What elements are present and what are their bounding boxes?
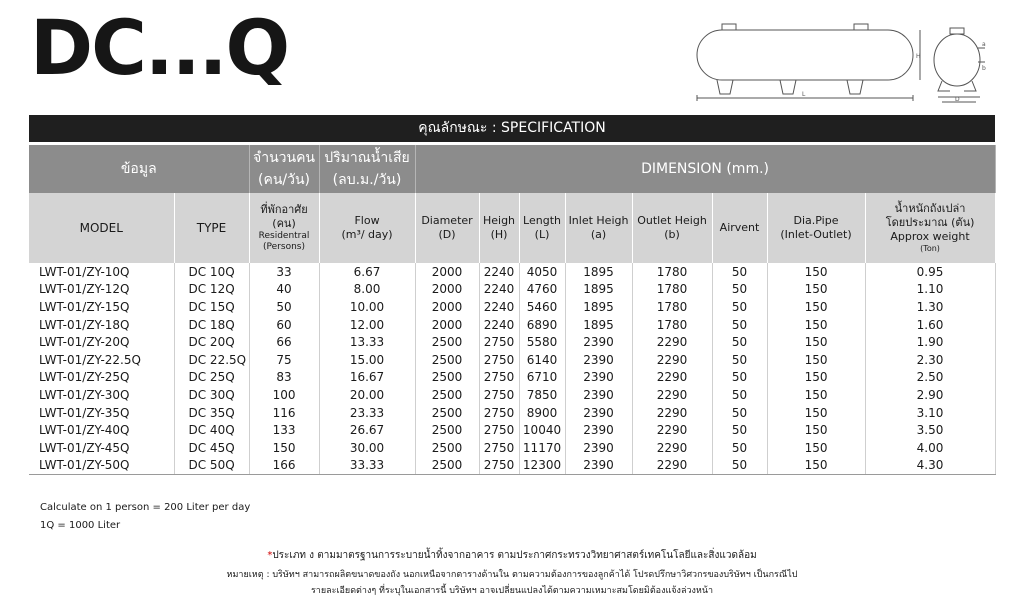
col-residential-th2: (คน): [272, 216, 296, 230]
cell-model: LWT-01/ZY-25Q: [29, 369, 174, 387]
col-pipe-line2: (Inlet-Outlet): [780, 228, 852, 241]
label-h: H: [916, 53, 921, 60]
cell-height: 2240: [479, 281, 519, 299]
cell-pipe: 150: [767, 457, 865, 475]
cell-flow: 30.00: [319, 439, 415, 457]
page-title: DC...Q: [30, 3, 289, 92]
cell-pipe: 150: [767, 439, 865, 457]
cell-persons: 150: [249, 439, 319, 457]
cell-inlet: 1895: [565, 298, 632, 316]
cell-airvent: 50: [712, 263, 767, 281]
table-row: [29, 421, 995, 439]
cell-flow: 33.33: [319, 457, 415, 475]
cell-length: 5460: [519, 298, 565, 316]
cell-type: DC 22.5Q: [174, 351, 249, 369]
cell-type: DC 50Q: [174, 457, 249, 475]
cell-flow: 6.67: [319, 263, 415, 281]
specification-table: [29, 145, 996, 475]
footer-standard-text: ประเภท ง ตามมาตรฐานการระบายน้ำทิ้งจากอาคาร ตามประกาศกระทรวงวิทยาศาสตร์เทคโนโลยีและสิ่งแวดล้อม: [272, 550, 757, 561]
col-inlet-line1: Inlet Heigh: [568, 214, 629, 228]
header-persons-line2: (คน/วัน): [258, 172, 311, 188]
footer-standard: [0, 548, 1024, 563]
cell-airvent: 50: [712, 369, 767, 387]
footer-detail: รายละเอียดต่างๆ ที่ระบุในเอกสารนี้ บริษัทฯ อาจเปลี่ยนแปลงได้ตามความเหมาะสมโดยมิต้องแจ้งล่วงหน้า: [310, 586, 714, 596]
cell-height: 2240: [479, 298, 519, 316]
header-dimension: DIMENSION (mm.): [415, 145, 995, 193]
cell-model: LWT-01/ZY-45Q: [29, 439, 174, 457]
table-row: [29, 333, 995, 351]
table-row: [29, 281, 995, 299]
cell-height: 2750: [479, 351, 519, 369]
cell-length: 6710: [519, 369, 565, 387]
footer: [0, 548, 1024, 597]
cell-height: 2750: [479, 333, 519, 351]
cell-inlet: 2390: [565, 404, 632, 422]
col-inlet: [565, 193, 632, 263]
table-row: [29, 351, 995, 369]
cell-model: LWT-01/ZY-20Q: [29, 333, 174, 351]
cell-pipe: 150: [767, 386, 865, 404]
cell-model: LWT-01/ZY-15Q: [29, 298, 174, 316]
cell-height: 2750: [479, 386, 519, 404]
cell-outlet: 2290: [632, 439, 712, 457]
table-row: [29, 263, 995, 281]
cell-inlet: 1895: [565, 281, 632, 299]
table-row: [29, 439, 995, 457]
cell-diameter: 2000: [415, 281, 479, 299]
cell-type: DC 25Q: [174, 369, 249, 387]
cell-pipe: 150: [767, 404, 865, 422]
cell-weight: 1.90: [865, 333, 995, 351]
cell-model: LWT-01/ZY-12Q: [29, 281, 174, 299]
cell-length: 10040: [519, 421, 565, 439]
col-height: [479, 193, 519, 263]
label-b: b: [982, 65, 986, 72]
cell-airvent: 50: [712, 457, 767, 475]
cell-height: 2240: [479, 263, 519, 281]
cell-flow: 13.33: [319, 333, 415, 351]
group-header-row: [29, 145, 995, 193]
cell-model: LWT-01/ZY-10Q: [29, 263, 174, 281]
cell-height: 2240: [479, 316, 519, 334]
cell-model: LWT-01/ZY-18Q: [29, 316, 174, 334]
note-unit: 1Q = 1000 Liter: [40, 520, 121, 531]
cell-length: 8900: [519, 404, 565, 422]
cell-model: LWT-01/ZY-35Q: [29, 404, 174, 422]
table-row: [29, 316, 995, 334]
cell-weight: 3.50: [865, 421, 995, 439]
cell-airvent: 50: [712, 421, 767, 439]
cell-weight: 2.30: [865, 351, 995, 369]
cell-airvent: 50: [712, 281, 767, 299]
col-weight: [865, 193, 995, 263]
cell-type: DC 30Q: [174, 386, 249, 404]
tank-diagram: [680, 18, 990, 104]
col-length-line1: Length: [523, 214, 561, 228]
cell-diameter: 2500: [415, 421, 479, 439]
cell-outlet: 2290: [632, 386, 712, 404]
col-residential-en2: (Persons): [263, 241, 305, 252]
cell-outlet: 2290: [632, 333, 712, 351]
cell-airvent: 50: [712, 404, 767, 422]
cell-flow: 16.67: [319, 369, 415, 387]
col-diameter: [415, 193, 479, 263]
cell-inlet: 2390: [565, 351, 632, 369]
table-row: [29, 298, 995, 316]
cell-inlet: 2390: [565, 386, 632, 404]
cell-flow: 12.00: [319, 316, 415, 334]
cell-length: 12300: [519, 457, 565, 475]
cell-height: 2750: [479, 439, 519, 457]
footer-star: *: [267, 550, 273, 561]
cell-inlet: 1895: [565, 316, 632, 334]
cell-weight: 1.10: [865, 281, 995, 299]
cell-airvent: 50: [712, 333, 767, 351]
cell-weight: 2.50: [865, 369, 995, 387]
col-outlet-line2: (b): [664, 228, 680, 241]
cell-pipe: 150: [767, 281, 865, 299]
cell-weight: 0.95: [865, 263, 995, 281]
cell-pipe: 150: [767, 333, 865, 351]
col-residential-en1: Residentral: [258, 230, 310, 241]
cell-inlet: 2390: [565, 369, 632, 387]
col-weight-en2: (Ton): [920, 243, 940, 253]
cell-flow: 26.67: [319, 421, 415, 439]
cell-weight: 1.30: [865, 298, 995, 316]
cell-outlet: 2290: [632, 351, 712, 369]
cell-airvent: 50: [712, 316, 767, 334]
cell-diameter: 2500: [415, 351, 479, 369]
cell-diameter: 2000: [415, 298, 479, 316]
cell-outlet: 2290: [632, 404, 712, 422]
cell-outlet: 1780: [632, 263, 712, 281]
cell-type: DC 18Q: [174, 316, 249, 334]
col-residential: [249, 193, 319, 263]
cell-airvent: 50: [712, 298, 767, 316]
col-pipe-line1: Dia.Pipe: [793, 214, 839, 228]
col-pipe: [767, 193, 865, 263]
cell-length: 5580: [519, 333, 565, 351]
cell-model: LWT-01/ZY-22.5Q: [29, 351, 174, 369]
col-diameter-line2: (D): [438, 228, 456, 241]
col-height-line2: (H): [490, 228, 508, 241]
col-weight-th2: โดยประมาณ (ตัน): [885, 216, 975, 230]
label-a: a: [982, 41, 986, 48]
col-weight-en1: Approx weight: [890, 229, 970, 243]
footer-remark: หมายเหตุ : บริษัทฯ สามารถผลิตขนาดของถัง นอกเหนือจากตารางด้านใน ตามความต้องการของลูกค้าได้ โปรดปรึกษาวิศวกรของบริษัทฯ เป็นกรณีไป: [226, 570, 798, 580]
header-wastewater-line1: ปริมาณน้ำเสีย: [324, 150, 410, 166]
cell-outlet: 2290: [632, 457, 712, 475]
cell-inlet: 2390: [565, 457, 632, 475]
cell-outlet: 1780: [632, 298, 712, 316]
col-model: MODEL: [29, 193, 174, 263]
cell-height: 2750: [479, 421, 519, 439]
cell-diameter: 2500: [415, 457, 479, 475]
cell-weight: 3.10: [865, 404, 995, 422]
table-row: [29, 369, 995, 387]
cell-type: DC 15Q: [174, 298, 249, 316]
col-outlet-line1: Outlet Heigh: [637, 214, 707, 228]
cell-outlet: 2290: [632, 421, 712, 439]
cell-diameter: 2500: [415, 369, 479, 387]
column-header-row: [29, 193, 995, 263]
cell-inlet: 2390: [565, 333, 632, 351]
cell-persons: 75: [249, 351, 319, 369]
cell-height: 2750: [479, 369, 519, 387]
cell-pipe: 150: [767, 351, 865, 369]
cell-airvent: 50: [712, 439, 767, 457]
cell-persons: 40: [249, 281, 319, 299]
col-type: TYPE: [174, 193, 249, 263]
cell-persons: 116: [249, 404, 319, 422]
cell-pipe: 150: [767, 263, 865, 281]
col-length: [519, 193, 565, 263]
col-length-line2: (L): [534, 228, 550, 241]
cell-type: DC 35Q: [174, 404, 249, 422]
col-flow-line2: (m³/ day): [341, 228, 393, 241]
col-airvent: Airvent: [712, 193, 767, 263]
cell-type: DC 45Q: [174, 439, 249, 457]
cell-outlet: 1780: [632, 316, 712, 334]
cell-diameter: 2000: [415, 263, 479, 281]
cell-pipe: 150: [767, 369, 865, 387]
col-inlet-line2: (a): [590, 228, 607, 241]
header-wastewater: [319, 145, 415, 193]
table-row: [29, 386, 995, 404]
table-row: [29, 457, 995, 475]
cell-weight: 4.00: [865, 439, 995, 457]
cell-persons: 33: [249, 263, 319, 281]
cell-persons: 166: [249, 457, 319, 475]
table-body: [29, 263, 995, 475]
cell-height: 2750: [479, 457, 519, 475]
tank-end-view: [934, 28, 985, 102]
cell-airvent: 50: [712, 386, 767, 404]
cell-length: 4760: [519, 281, 565, 299]
cell-diameter: 2500: [415, 439, 479, 457]
tank-side-view: [697, 24, 920, 101]
col-diameter-line1: Diameter: [421, 214, 473, 228]
cell-persons: 100: [249, 386, 319, 404]
cell-flow: 15.00: [319, 351, 415, 369]
cell-height: 2750: [479, 404, 519, 422]
cell-inlet: 2390: [565, 439, 632, 457]
cell-length: 6140: [519, 351, 565, 369]
cell-persons: 60: [249, 316, 319, 334]
cell-persons: 83: [249, 369, 319, 387]
cell-type: DC 10Q: [174, 263, 249, 281]
col-outlet: [632, 193, 712, 263]
cell-flow: 8.00: [319, 281, 415, 299]
cell-length: 4050: [519, 263, 565, 281]
header-persons: [249, 145, 319, 193]
note-calculation: Calculate on 1 person = 200 Liter per day: [40, 502, 251, 513]
cell-model: LWT-01/ZY-50Q: [29, 457, 174, 475]
specification-title-bar: คุณลักษณะ : SPECIFICATION: [29, 115, 995, 142]
cell-persons: 133: [249, 421, 319, 439]
cell-weight: 4.30: [865, 457, 995, 475]
cell-model: LWT-01/ZY-40Q: [29, 421, 174, 439]
cell-pipe: 150: [767, 421, 865, 439]
notes: [40, 499, 250, 535]
col-flow-line1: Flow: [354, 214, 380, 228]
table-row: [29, 404, 995, 422]
cell-weight: 1.60: [865, 316, 995, 334]
col-residential-th1: ที่พักอาศัย: [260, 203, 308, 216]
cell-length: 11170: [519, 439, 565, 457]
col-height-line1: Heigh: [482, 214, 516, 228]
cell-type: DC 20Q: [174, 333, 249, 351]
label-l: L: [802, 91, 806, 98]
cell-persons: 66: [249, 333, 319, 351]
cell-type: DC 40Q: [174, 421, 249, 439]
cell-airvent: 50: [712, 351, 767, 369]
cell-flow: 10.00: [319, 298, 415, 316]
cell-diameter: 2000: [415, 316, 479, 334]
col-flow: [319, 193, 415, 263]
cell-diameter: 2500: [415, 404, 479, 422]
cell-pipe: 150: [767, 316, 865, 334]
cell-type: DC 12Q: [174, 281, 249, 299]
cell-flow: 20.00: [319, 386, 415, 404]
cell-weight: 2.90: [865, 386, 995, 404]
header-persons-line1: จำนวนคน: [253, 150, 316, 166]
col-weight-th1: น้ำหนักถังเปล่า: [894, 202, 966, 216]
cell-inlet: 1895: [565, 263, 632, 281]
cell-diameter: 2500: [415, 333, 479, 351]
cell-outlet: 2290: [632, 369, 712, 387]
cell-inlet: 2390: [565, 421, 632, 439]
header-wastewater-line2: (ลบ.ม./วัน): [332, 172, 402, 188]
cell-diameter: 2500: [415, 386, 479, 404]
header-info: ข้อมูล: [29, 145, 249, 193]
cell-pipe: 150: [767, 298, 865, 316]
cell-outlet: 1780: [632, 281, 712, 299]
cell-persons: 50: [249, 298, 319, 316]
label-d: D: [955, 96, 960, 103]
cell-model: LWT-01/ZY-30Q: [29, 386, 174, 404]
cell-flow: 23.33: [319, 404, 415, 422]
cell-length: 6890: [519, 316, 565, 334]
cell-length: 7850: [519, 386, 565, 404]
